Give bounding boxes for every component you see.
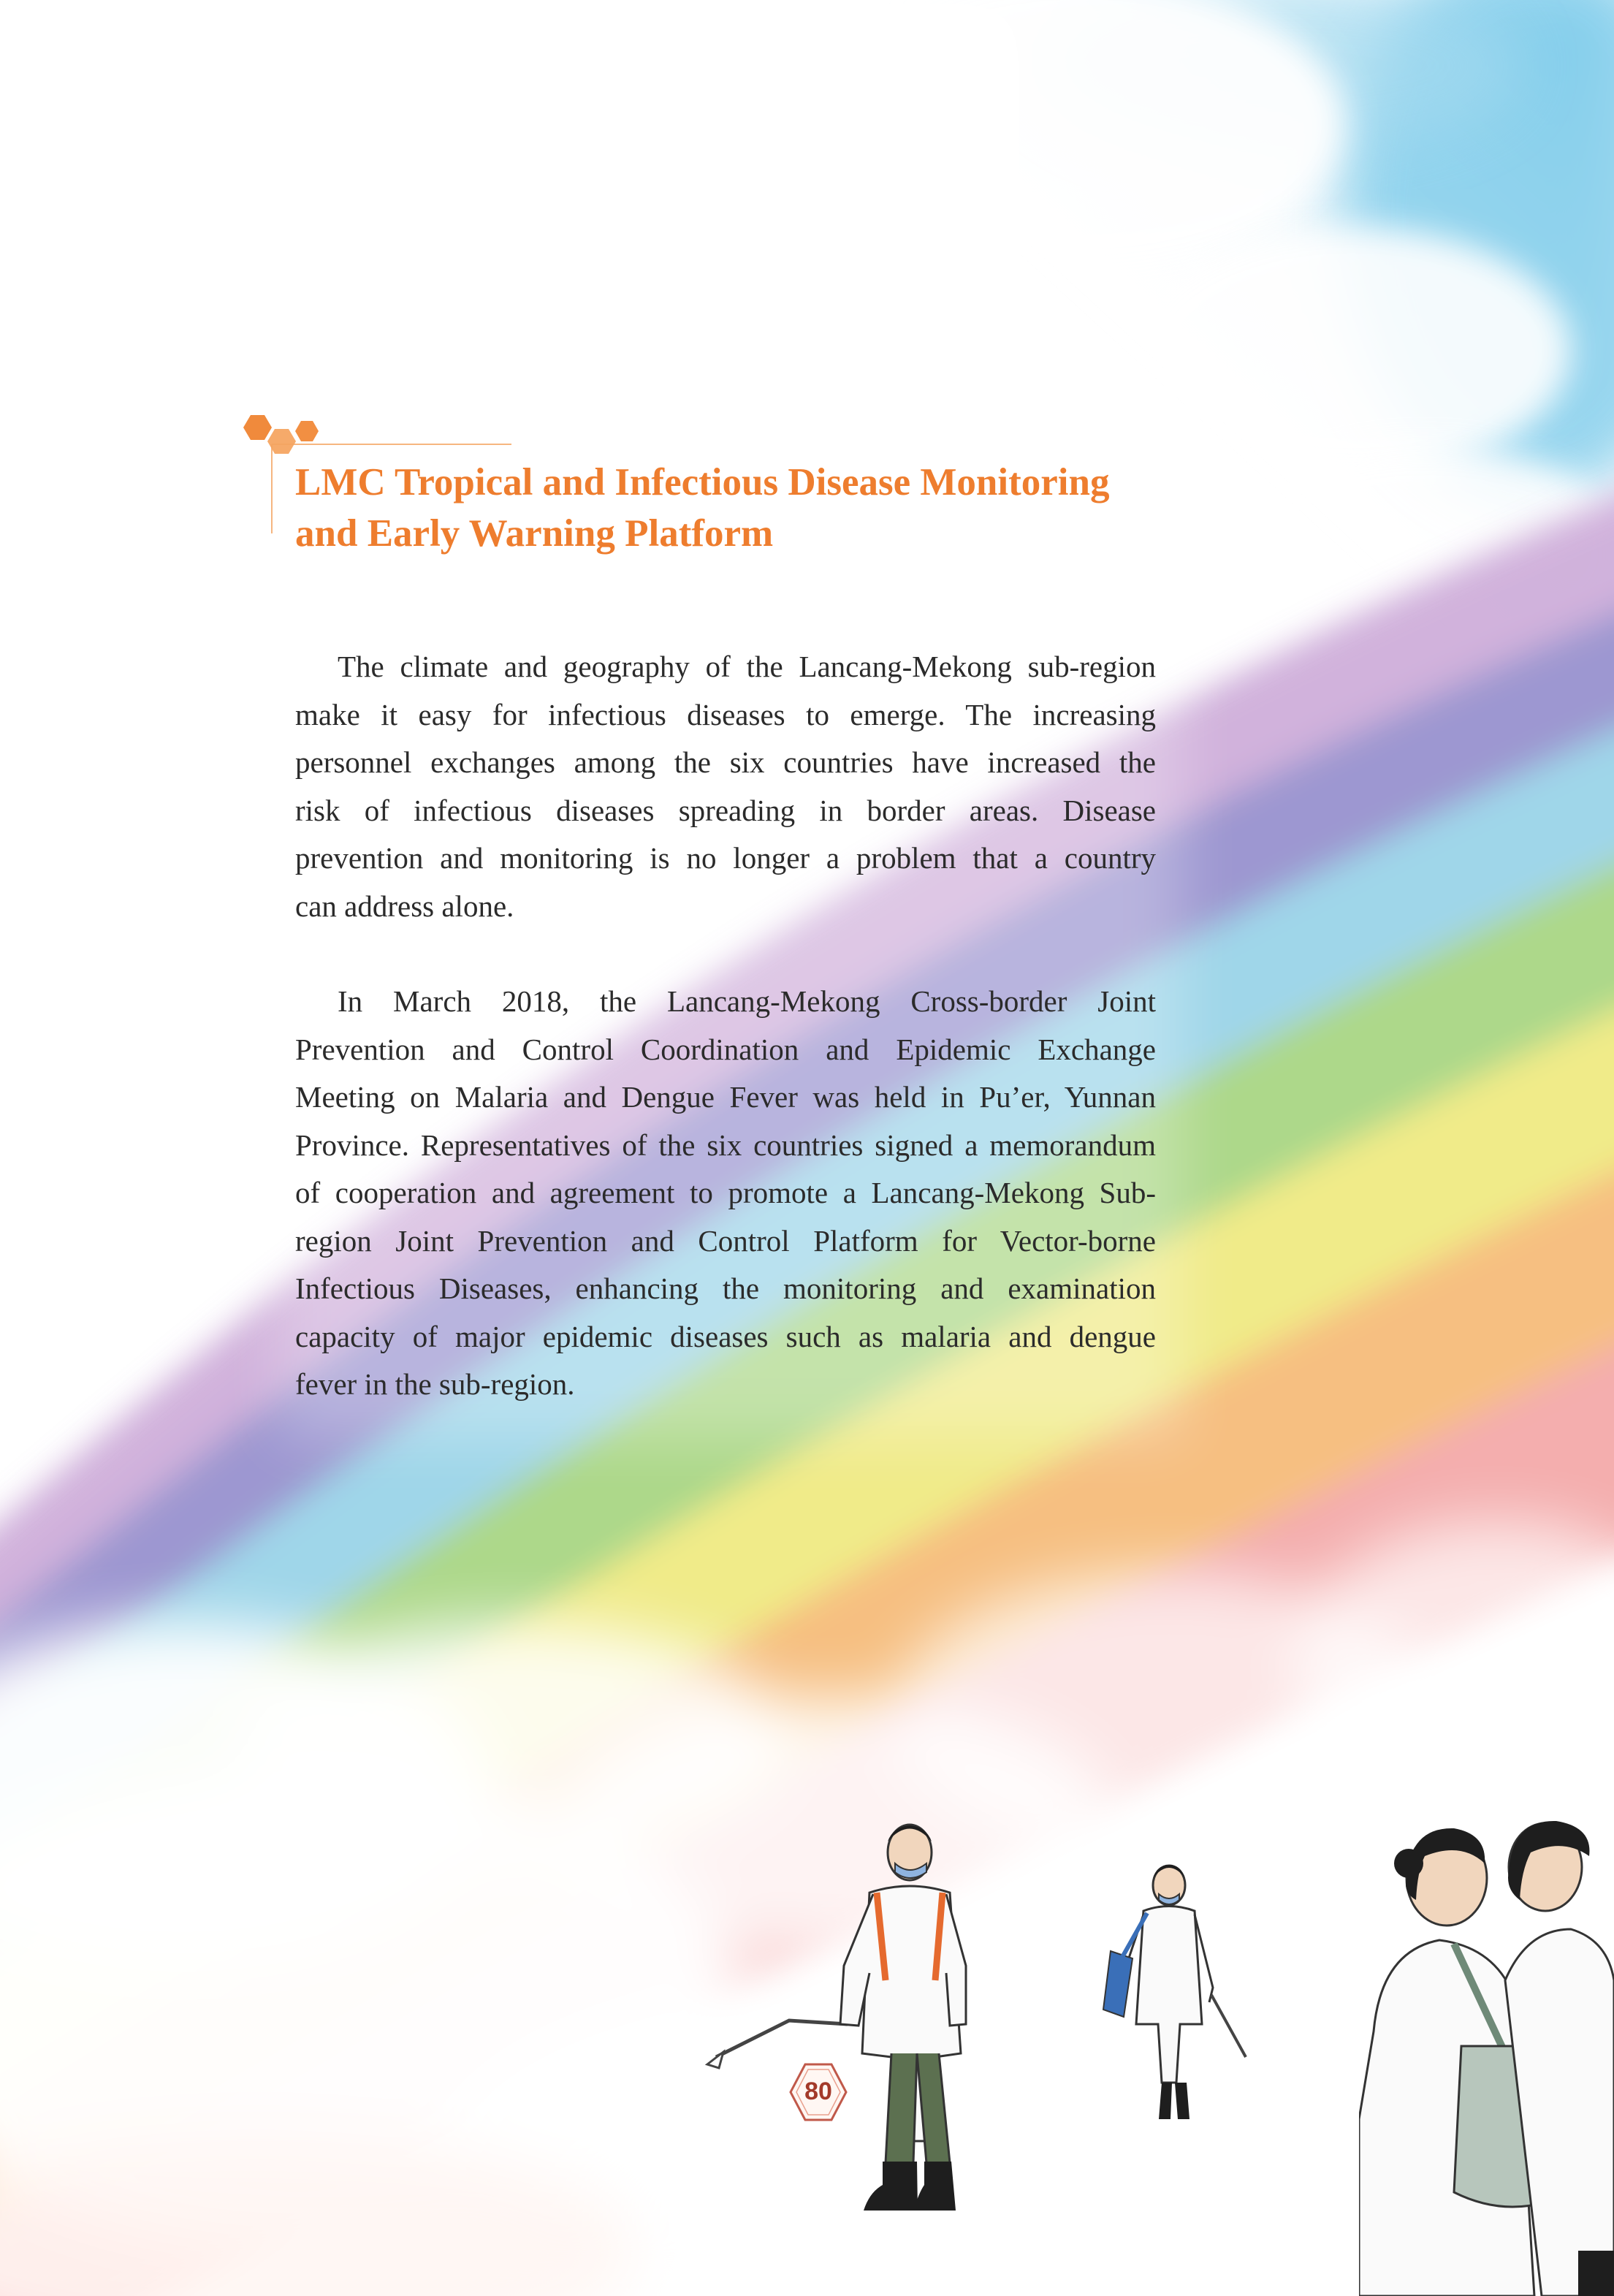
title-line-1: LMC Tropical and Infectious Disease Monitoring xyxy=(295,461,1110,503)
title-line-2: and Early Warning Platform xyxy=(295,512,774,555)
text-line: make it easy for infectious diseases to emerge. The increasing xyxy=(295,697,1156,731)
text-line: Meeting on Malaria and Dengue Fever was held in Pu’er, Yunnan xyxy=(295,1080,1156,1114)
text-line: The climate and geography of the Lancang-Mekong sub-region xyxy=(338,650,1156,683)
text-line: prevention and monitoring is no longer a problem that a country xyxy=(295,841,1156,875)
women-group-illustration xyxy=(1359,1812,1614,2296)
sprayer-worker-2-illustration xyxy=(1081,1849,1257,2141)
page-number: 80 xyxy=(804,2078,832,2105)
paragraph-1 xyxy=(295,643,1156,930)
text-line: region Joint Prevention and Control Platform for Vector-borne xyxy=(295,1223,1156,1258)
text-line: Infectious Diseases, enhancing the monitoring and examination xyxy=(295,1271,1156,1305)
paragraph-2 xyxy=(295,978,1156,1409)
text-line: In March 2018, the Lancang-Mekong Cross-border Joint xyxy=(338,984,1156,1018)
text-line: Prevention and Control Coordination and Epidemic Exchange xyxy=(295,1032,1156,1066)
text-line: risk of infectious diseases spreading in border areas. Disease xyxy=(295,793,1156,827)
text-line: capacity of major epidemic diseases such as malaria and dengue xyxy=(295,1319,1156,1353)
text-line: fever in the sub-region. xyxy=(295,1367,575,1401)
text-line: can address alone. xyxy=(295,889,514,923)
section-title xyxy=(295,457,1245,559)
text-line: of cooperation and agreement to promote a Lancang-Mekong Sub- xyxy=(295,1176,1156,1209)
text-line: Province. Representatives of the six countries signed a memorandum xyxy=(295,1128,1156,1162)
body-text xyxy=(295,643,1156,1456)
text-line: personnel exchanges among the six countries have increased the xyxy=(295,745,1156,779)
